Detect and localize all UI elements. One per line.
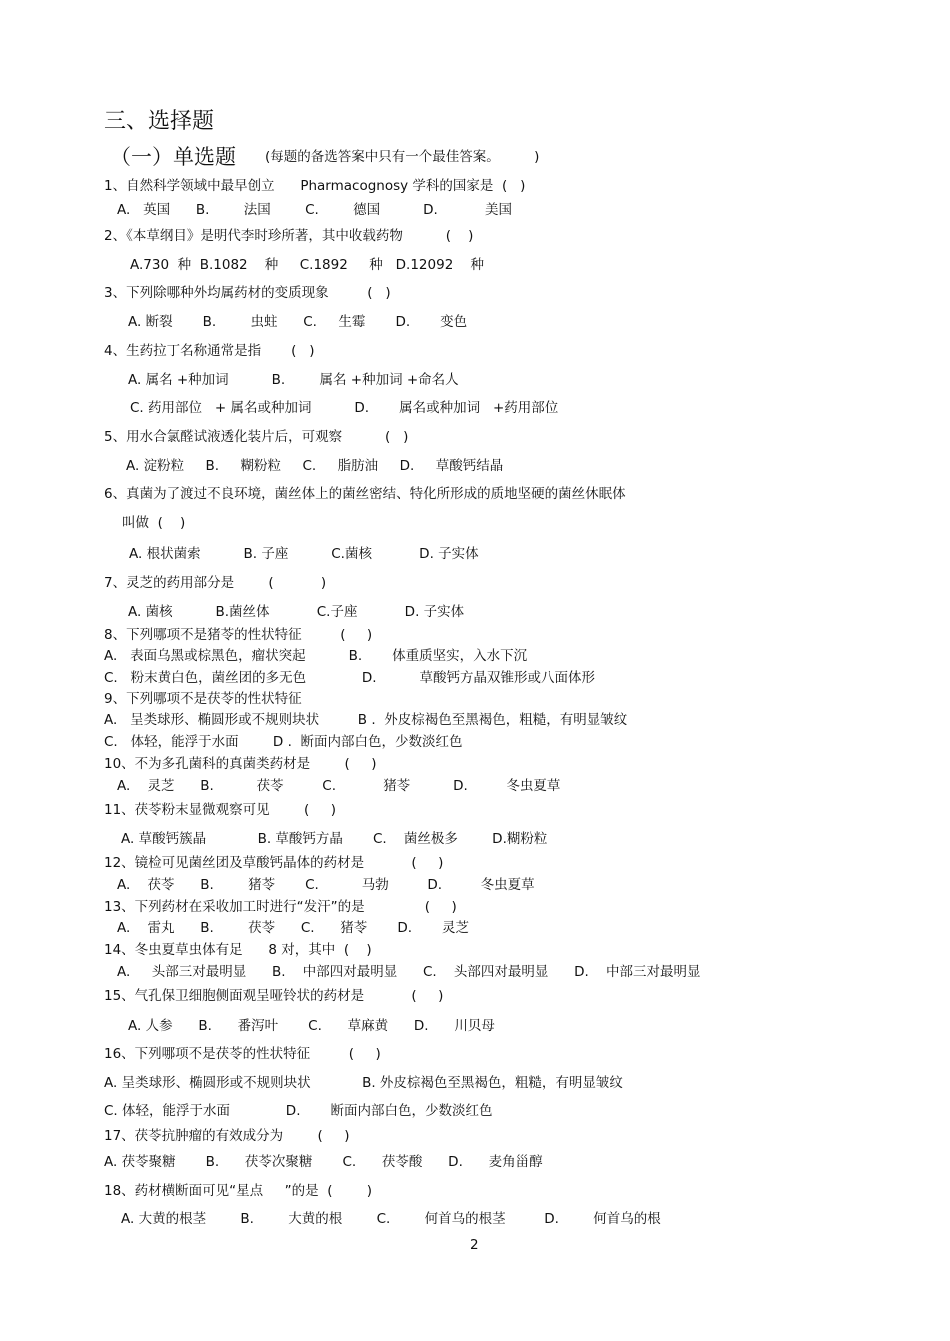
question-line: 9、下列哪项不是茯苓的性状特征 (104, 691, 302, 707)
subsection-note: (每题的备选答案中只有一个最佳答案。 ) (265, 149, 540, 165)
option-line: A. 表面乌黑或棕黑色，瘤状突起 B. 体重质坚实，入水下沉 (104, 648, 528, 664)
option-line: A. 草酸钙簇晶 B. 草酸钙方晶 C. 菌丝极多 D.糊粉粒 (121, 831, 548, 847)
question-line: 3、下列除哪种外均属药材的变质现象 ( ) (104, 285, 391, 301)
question-line: 12、镜检可见菌丝团及草酸钙晶体的药材是 ( ) (104, 855, 444, 871)
option-line: A. 属名 +种加词 B. 属名 +种加词 +命名人 (128, 372, 459, 388)
option-line: C. 体轻，能浮于水面 D. 断面内部白色，少数淡红色 (104, 1103, 493, 1119)
question-line: 7、灵芝的药用部分是 ( ) (104, 575, 327, 591)
option-line: A. 茯苓聚糖 B. 茯苓次聚糖 C. 茯苓酸 D. 麦角甾醇 (104, 1154, 543, 1170)
question-line: 叫做 ( ) (122, 515, 186, 531)
option-line: C. 药用部位 + 属名或种加词 D. 属名或种加词 +药用部位 (130, 400, 559, 416)
option-line: A. 呈类球形、椭圆形或不规则块状 B. 外皮棕褐色至黑褐色，粗糙，有明显皱纹 (104, 1075, 623, 1091)
question-line: 14、冬虫夏草虫体有足 8 对，其中 ( ) (104, 942, 372, 958)
option-line: A. 英国 B. 法国 C. 德国 D. 美国 (117, 202, 512, 218)
question-line: 15、气孔保卫细胞侧面观呈哑铃状的药材是 ( ) (104, 988, 444, 1004)
question-line: 6、真菌为了渡过不良环境，菌丝体上的菌丝密结、特化所形成的质地坚硬的菌丝休眠体 (104, 486, 626, 502)
option-line: A. 头部三对最明显 B. 中部四对最明显 C. 头部四对最明显 D. 中部三对最明显 (117, 964, 701, 980)
option-line: A. 淀粉粒 B. 糊粉粒 C. 脂肪油 D. 草酸钙结晶 (126, 458, 504, 474)
question-line: 17、茯苓抗肿瘤的有效成分为 ( ) (104, 1128, 350, 1144)
question-line: 5、用水合氯醛试液透化装片后，可观察 ( ) (104, 429, 409, 445)
question-line: 4、生药拉丁名称通常是指 ( ) (104, 343, 315, 359)
option-line: A. 菌核 B.菌丝体 C.子座 D. 子实体 (128, 604, 465, 620)
section-title: 三、选择题 (104, 109, 215, 134)
subsection-title: （一）单选题 (110, 145, 236, 169)
option-line: A. 断裂 B. 虫蛀 C. 生霉 D. 变色 (128, 314, 468, 330)
option-line: C. 体轻，能浮于水面 D . 断面内部白色，少数淡红色 (104, 734, 463, 750)
option-line: A. 根状菌索 B. 子座 C.菌核 D. 子实体 (129, 546, 479, 562)
page-number: 2 (470, 1237, 479, 1253)
option-line: A. 呈类球形、椭圆形或不规则块状 B . 外皮棕褐色至黑褐色，粗糙，有明显皱纹 (104, 712, 628, 728)
question-line: 13、下列药材在采收加工时进行“发汗”的是 ( ) (104, 899, 457, 915)
question-line: 8、下列哪项不是猪苓的性状特征 ( ) (104, 627, 373, 643)
option-line: A. 灵芝 B. 茯苓 C. 猪苓 D. 冬虫夏草 (117, 778, 561, 794)
option-line: A.730 种 B.1082 种 C.1892 种 D.12092 种 (130, 257, 484, 273)
question-line: 1、自然科学领域中最早创立 Pharmacognosy 学科的国家是 ( ) (104, 178, 526, 194)
question-line: 16、下列哪项不是茯苓的性状特征 ( ) (104, 1046, 381, 1062)
option-line: A. 茯苓 B. 猪苓 C. 马勃 D. 冬虫夏草 (117, 877, 535, 893)
option-line: A. 大黄的根茎 B. 大黄的根 C. 何首乌的根茎 D. 何首乌的根 (121, 1211, 661, 1227)
question-line: 11、茯苓粉末显微观察可见 ( ) (104, 802, 336, 818)
option-line: A. 人参 B. 番泻叶 C. 草麻黄 D. 川贝母 (128, 1018, 495, 1034)
question-line: 18、药材横断面可见“星点 ”的是 ( ) (104, 1183, 373, 1199)
option-line: A. 雷丸 B. 茯苓 C. 猪苓 D. 灵芝 (117, 920, 470, 936)
question-line: 10、不为多孔菌科的真菌类药材是 ( ) (104, 756, 377, 772)
option-line: C. 粉末黄白色，菌丝团的多无色 D. 草酸钙方晶双锥形或八面体形 (104, 670, 595, 686)
question-line: 2、《本草纲目》是明代李时珍所著，其中收载药物 ( ) (104, 228, 474, 244)
